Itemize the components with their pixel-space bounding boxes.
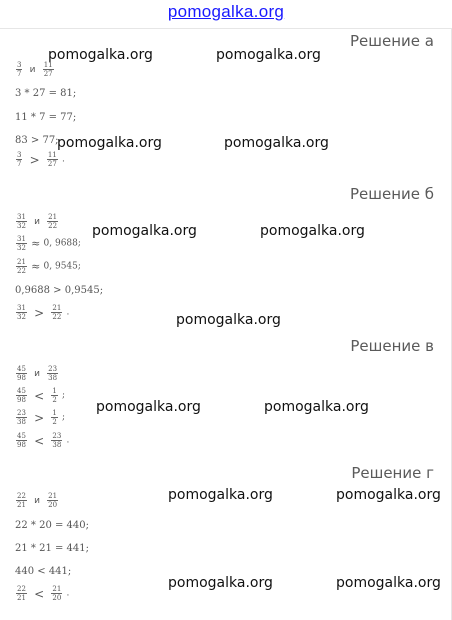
watermark: pomogalka.org [168, 575, 273, 591]
fraction: $\frac{11}{27}$ [47, 151, 57, 168]
fraction: $\frac{23}{38}$ [17, 409, 26, 426]
watermark: pomogalka.org [57, 135, 162, 151]
section-c-title: Решение в [350, 337, 434, 355]
fraction: $\frac{21}{22}$ [48, 213, 58, 230]
fraction: $\frac{3}{7}$ [17, 61, 22, 78]
section-b-title: Решение б [349, 185, 434, 203]
fraction: $\frac{23}{38}$ [48, 365, 58, 382]
fraction: $\frac{1}{2}$ [52, 387, 57, 404]
fraction: $\frac{45}{98}$ [17, 432, 26, 449]
section-b-calc: 0,9688 > 0,9545; [15, 285, 104, 296]
fraction: $\frac{11}{27}$ [43, 61, 53, 78]
fraction: $\frac{31}{32}$ [17, 235, 26, 252]
fraction: $\frac{22}{21}$ [17, 492, 26, 509]
fraction: $\frac{21}{20}$ [52, 585, 62, 602]
section-d-title: Решение г [351, 464, 434, 482]
section-a-result: $\frac{3}{7}$ > $\frac{11}{27}$ . [17, 151, 65, 168]
section-c-compare-2: $\frac{23}{38}$ > $\frac{1}{2}$ ; [17, 409, 66, 426]
section-d-calc-1: 22 * 20 = 440; [15, 520, 89, 531]
fraction: $\frac{1}{2}$ [52, 409, 57, 426]
section-d-calc-3: 440 < 441; [15, 566, 72, 577]
fraction: $\frac{23}{38}$ [52, 432, 62, 449]
fraction: $\frac{31}{32}$ [17, 304, 26, 321]
watermark: pomogalka.org [260, 223, 365, 239]
watermark: pomogalka.org [264, 399, 369, 415]
section-a-title: Решение а [350, 32, 434, 50]
watermark: pomogalka.org [336, 487, 441, 503]
section-c-compare-1: $\frac{45}{98}$ < $\frac{1}{2}$ ; [17, 387, 66, 404]
fraction: $\frac{31}{32}$ [17, 213, 26, 230]
section-a-fractions: $\frac{3}{7}$ и $\frac{11}{27}$ [17, 61, 53, 78]
fraction: $\frac{45}{98}$ [17, 365, 26, 382]
fraction: $\frac{21}{22}$ [52, 304, 62, 321]
section-b-fractions: $\frac{31}{32}$ и $\frac{21}{22}$ [17, 213, 58, 230]
watermark: pomogalka.org [92, 223, 197, 239]
watermark: pomogalka.org [224, 135, 329, 151]
watermark: pomogalka.org [216, 47, 321, 63]
fraction: $\frac{3}{7}$ [17, 151, 22, 168]
section-b-result: $\frac{31}{32}$ > $\frac{21}{22}$ . [17, 304, 70, 321]
section-a-calc-1: 3 * 27 = 81; [15, 88, 77, 99]
fraction: $\frac{45}{98}$ [17, 387, 26, 404]
divider [0, 28, 452, 29]
section-a-calc-2: 11 * 7 = 77; [15, 112, 77, 123]
watermark: pomogalka.org [96, 399, 201, 415]
section-d-calc-2: 21 * 21 = 441; [15, 543, 89, 554]
site-brand-link[interactable]: pomogalka.org [167, 2, 285, 21]
fraction: $\frac{21}{20}$ [48, 492, 58, 509]
fraction: $\frac{21}{22}$ [17, 258, 26, 275]
section-a-calc-3: 83 > 77; [15, 135, 59, 146]
section-c-fractions: $\frac{45}{98}$ и $\frac{23}{38}$ [17, 365, 58, 382]
section-b-approx-1: $\frac{31}{32}$ ≈ 0, 9688; [17, 235, 81, 252]
fraction: $\frac{22}{21}$ [17, 585, 26, 602]
section-d-fractions: $\frac{22}{21}$ и $\frac{21}{20}$ [17, 492, 58, 509]
watermark: pomogalka.org [48, 47, 153, 63]
section-b-approx-2: $\frac{21}{22}$ ≈ 0, 9545; [17, 258, 81, 275]
section-c-result: $\frac{45}{98}$ < $\frac{23}{38}$ . [17, 432, 70, 449]
watermark: pomogalka.org [168, 487, 273, 503]
section-d-result: $\frac{22}{21}$ < $\frac{21}{20}$ . [17, 585, 70, 602]
watermark: pomogalka.org [336, 575, 441, 591]
watermark: pomogalka.org [176, 312, 281, 328]
